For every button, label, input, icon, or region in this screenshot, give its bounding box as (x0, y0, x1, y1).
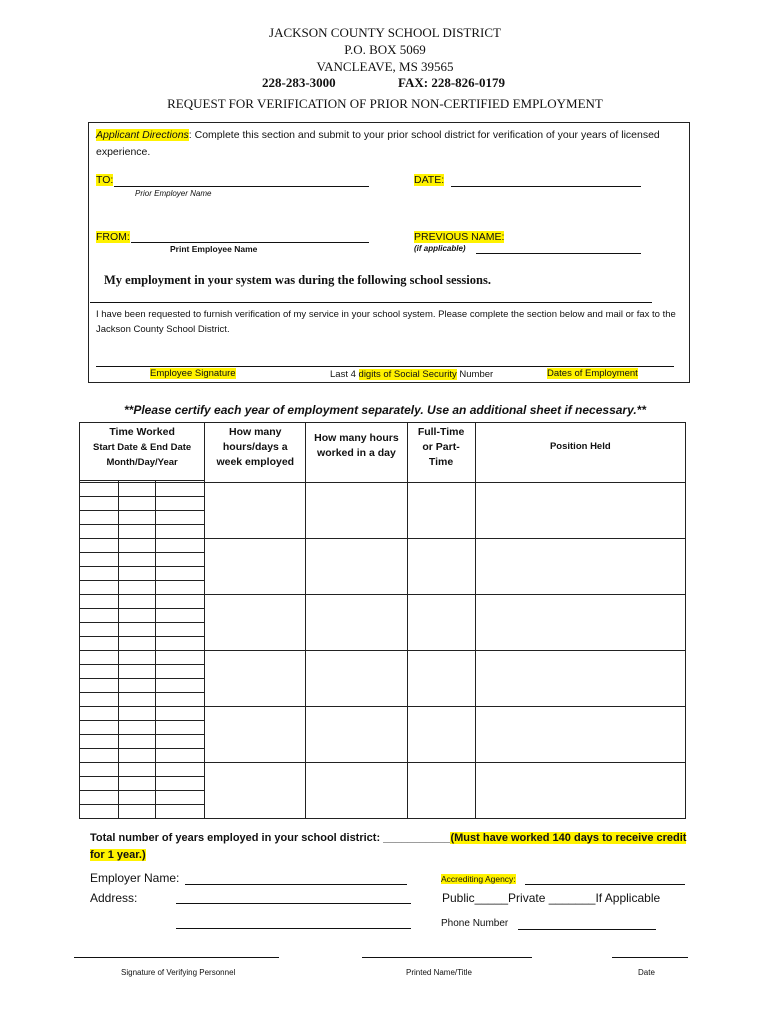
printed-name-line[interactable] (362, 957, 532, 958)
cell[interactable] (407, 651, 475, 707)
cell[interactable] (80, 665, 119, 679)
cell[interactable] (80, 497, 119, 511)
cell[interactable] (80, 539, 119, 553)
cell[interactable] (80, 525, 119, 539)
cell[interactable] (156, 553, 205, 567)
printed-name-caption: Printed Name/Title (406, 968, 472, 977)
start-end-label: Start Date & End Date (93, 442, 192, 453)
cell[interactable] (475, 651, 685, 707)
cell[interactable] (119, 525, 156, 539)
must-have-note: (Must have worked 140 days to receive credit for 1 year.) (90, 832, 687, 861)
cell[interactable] (119, 497, 156, 511)
cell[interactable] (306, 651, 407, 707)
date-field[interactable] (451, 186, 641, 187)
cell[interactable] (80, 805, 119, 819)
previous-name-field[interactable] (476, 253, 641, 254)
signature-line[interactable] (74, 957, 279, 958)
total-years-text: Total number of years employed in your school district: ___________ (90, 832, 451, 844)
total-years (90, 830, 700, 864)
cell[interactable] (205, 595, 306, 651)
cell[interactable] (80, 511, 119, 525)
cell[interactable] (156, 483, 205, 497)
address-label: Address: (90, 891, 138, 905)
cell[interactable] (80, 749, 119, 763)
address-field-2[interactable] (176, 928, 411, 929)
hours-days-header (205, 423, 306, 483)
cell[interactable] (119, 679, 156, 693)
signature-caption: Signature of Verifying Personnel (121, 968, 236, 977)
cell[interactable] (475, 539, 685, 595)
cell[interactable] (80, 763, 119, 777)
cell[interactable] (156, 609, 205, 623)
city-state: VANCLEAVE, MS 39565 (316, 59, 454, 74)
form-title: REQUEST FOR VERIFICATION OF PRIOR NON-CERTIFIED EMPLOYMENT (167, 96, 603, 111)
cell[interactable] (119, 539, 156, 553)
cell[interactable] (156, 581, 205, 595)
employee-signature-caption: Employee Signature (150, 368, 236, 379)
cell[interactable] (119, 735, 156, 749)
cell[interactable] (119, 707, 156, 721)
if-applicable-caption: (if applicable) (414, 244, 466, 253)
public-private-options: Public_____Private _______If Applicable (442, 891, 661, 905)
position-header (475, 423, 685, 483)
cell[interactable] (156, 511, 205, 525)
cell[interactable] (119, 805, 156, 819)
cell[interactable] (156, 707, 205, 721)
cell[interactable] (205, 651, 306, 707)
employment-table (79, 422, 686, 819)
ssn-prefix: Last 4 (330, 369, 359, 380)
ssn-caption (330, 369, 493, 380)
accrediting-agency-field[interactable] (525, 884, 685, 885)
time-worked-label: Time Worked (109, 426, 175, 438)
cell[interactable] (80, 581, 119, 595)
cell[interactable] (475, 763, 685, 819)
cell[interactable] (156, 595, 205, 609)
cell[interactable] (205, 483, 306, 539)
school-sessions-field[interactable] (90, 302, 652, 303)
cell[interactable] (407, 539, 475, 595)
cell[interactable] (80, 483, 119, 497)
cell[interactable] (80, 721, 119, 735)
cell[interactable] (156, 637, 205, 651)
cell[interactable] (156, 665, 205, 679)
cell[interactable] (119, 483, 156, 497)
cell[interactable] (475, 483, 685, 539)
print-employee-name-field[interactable] (131, 242, 369, 243)
hours-day-label: How many hours worked in a day (314, 432, 399, 459)
dates-of-employment-caption: Dates of Employment (547, 368, 638, 379)
cell[interactable] (80, 595, 119, 609)
fulltime-label: Full-Time or Part-Time (417, 426, 465, 468)
cell[interactable] (306, 595, 407, 651)
cell[interactable] (80, 735, 119, 749)
cell[interactable] (119, 595, 156, 609)
cell[interactable] (119, 567, 156, 581)
cell[interactable] (119, 581, 156, 595)
cell[interactable] (407, 707, 475, 763)
cell[interactable] (156, 763, 205, 777)
cell[interactable] (119, 749, 156, 763)
district-phone: 228-283-3000 (262, 75, 336, 90)
applicant-directions (96, 127, 686, 161)
cell[interactable] (119, 623, 156, 637)
prior-employer-caption: Prior Employer Name (135, 189, 212, 198)
cell[interactable] (156, 805, 205, 819)
cell[interactable] (119, 721, 156, 735)
cell[interactable] (156, 777, 205, 791)
prior-employer-field[interactable] (114, 186, 369, 187)
cell[interactable] (80, 693, 119, 707)
cell[interactable] (156, 721, 205, 735)
cell[interactable] (119, 553, 156, 567)
cell[interactable] (407, 763, 475, 819)
hours-day-header (306, 423, 407, 483)
signature-date-line[interactable] (612, 957, 688, 958)
cell[interactable] (80, 637, 119, 651)
cell[interactable] (119, 693, 156, 707)
phone-number-field[interactable] (518, 929, 656, 930)
cell[interactable] (80, 567, 119, 581)
employer-name-field[interactable] (185, 884, 407, 885)
sessions-text: My employment in your system was during the following school sessions. (104, 273, 491, 287)
employee-signature-line[interactable] (96, 366, 674, 367)
time-worked-header (80, 423, 205, 481)
cell[interactable] (306, 707, 407, 763)
to-label: TO: (96, 174, 114, 186)
cell[interactable] (475, 595, 685, 651)
request-text: I have been requested to furnish verification of my service in your school system. Please complete the section below and mail or fax to the Jackson County School District. (96, 309, 676, 335)
cell[interactable] (156, 679, 205, 693)
address-field-1[interactable] (176, 903, 411, 904)
cell[interactable] (306, 483, 407, 539)
cell[interactable] (205, 707, 306, 763)
cell[interactable] (156, 497, 205, 511)
certify-note: **Please certify each year of employment separately. Use an additional sheet if necessary.** (123, 403, 647, 417)
cell[interactable] (156, 623, 205, 637)
cell[interactable] (306, 763, 407, 819)
po-box: P.O. BOX 5069 (344, 42, 426, 57)
directions-label: Applicant Directions (96, 129, 189, 141)
ssn-suffix: Number (456, 369, 494, 380)
cell[interactable] (119, 763, 156, 777)
date-label: DATE: (414, 174, 445, 186)
cell[interactable] (80, 553, 119, 567)
cell[interactable] (156, 567, 205, 581)
fulltime-header (407, 423, 475, 483)
cell[interactable] (407, 483, 475, 539)
accrediting-agency-label: Accrediting Agency: (441, 874, 516, 884)
cell[interactable] (156, 693, 205, 707)
cell[interactable] (156, 651, 205, 665)
district-header (0, 24, 770, 75)
cell[interactable] (156, 539, 205, 553)
date-caption: Date (638, 968, 655, 977)
cell[interactable] (80, 707, 119, 721)
directions-text: : Complete this section and submit to your prior school district for verification of your years of licensed experience. (96, 129, 660, 158)
cell[interactable] (306, 539, 407, 595)
district-fax: FAX: 228-826-0179 (398, 75, 505, 90)
cell[interactable] (80, 623, 119, 637)
hours-days-label: How many hours/days a week employed (216, 426, 295, 468)
cell[interactable] (156, 525, 205, 539)
cell[interactable] (119, 791, 156, 805)
cell[interactable] (80, 679, 119, 693)
cell[interactable] (119, 511, 156, 525)
mdy-label: Month/Day/Year (106, 457, 178, 468)
cell[interactable] (119, 777, 156, 791)
cell[interactable] (80, 609, 119, 623)
from-label: FROM: (96, 231, 130, 243)
employer-name-label: Employer Name: (90, 871, 180, 885)
cell[interactable] (119, 609, 156, 623)
phone-number-label: Phone Number (441, 918, 509, 929)
cell[interactable] (156, 749, 205, 763)
position-label: Position Held (549, 441, 611, 452)
cell[interactable] (80, 791, 119, 805)
ssn-highlight: digits of Social Security (358, 369, 457, 380)
district-name: JACKSON COUNTY SCHOOL DISTRICT (269, 25, 501, 40)
cell[interactable] (407, 595, 475, 651)
cell[interactable] (205, 539, 306, 595)
cell[interactable] (119, 665, 156, 679)
cell[interactable] (119, 651, 156, 665)
previous-name-label: PREVIOUS NAME: (414, 231, 505, 243)
cell[interactable] (119, 637, 156, 651)
print-employee-name-caption: Print Employee Name (170, 244, 258, 254)
cell[interactable] (205, 763, 306, 819)
cell[interactable] (475, 707, 685, 763)
cell[interactable] (80, 777, 119, 791)
cell[interactable] (80, 651, 119, 665)
cell[interactable] (156, 791, 205, 805)
cell[interactable] (156, 735, 205, 749)
